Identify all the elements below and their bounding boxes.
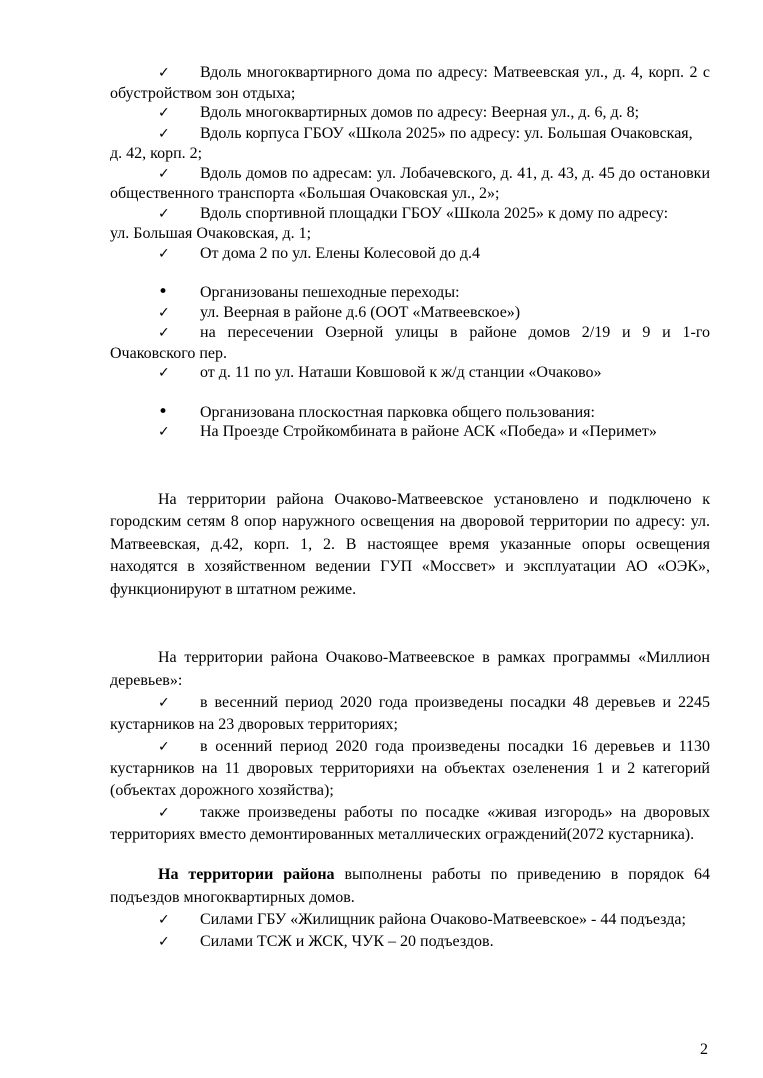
page-number: 2 [700,1041,708,1058]
list-item: ✓ Вдоль многоквартирных домов по адресу: Веерная ул., д. 6, д. 8; [110,103,710,124]
lighting-paragraph: На территории района Очаково-Матвеевское установлено и подключено к городским сетям 8 опор наружного освещения на дворовой территории по адресу: ул. Матвеевская, д.42, корп. 1, 2. В настоящее время указанные опоры освещения находятся в хозяйственном ведении ГУП «Моссвет» и эксплуатации АО «ОЭК», функционируют в штатном режиме. [110,490,710,598]
entrances-intro [110,864,710,909]
list-item-continuation: ул. Большая Очаковская, д. 1; [110,225,312,242]
list-item: ✓ Вдоль спортивной площадки ГБОУ «Школа 2025» к дому по адресу: [110,204,710,225]
list-item: ✓ в осенний период 2020 года произведены посадки 16 деревьев и 1130 кустарников на 11 дворовых территорияхи на объектах озеленения 1 и 2 категорий (объектах дорожного хозяйства); [110,736,710,802]
list-item: ✓ Вдоль корпуса ГБОУ «Школа 2025» по адресу: ул. Большая Очаковская, [110,124,710,145]
crossings-heading: • Организованы пешеходные переходы: [110,283,710,303]
list-item-continuation: д. 42, корп. 2; [110,145,203,162]
list-item: ✓ от д. 11 по ул. Наташи Ковшовой к ж/д станции «Очаково» [110,363,710,384]
list-item: ✓ Вдоль домов по адресам: ул. Лобачевского, д. 41, д. 43, д. 45 до остановки общественного транспорта «Большая Очаковская ул., 2»; [110,164,710,204]
list-item: ✓ От дома 2 по ул. Елены Колесовой до д.4 [110,244,710,265]
page-content [110,63,710,953]
trees-intro: На территории района Очаково-Матвеевское в рамках программы «Миллион деревьев»: [110,649,710,689]
list-item: ✓ также произведены работы по посадке «живая изгородь» на дворовых территориях вместо демонтированных металлических ограждений(2072 кустарника). [110,802,710,846]
list-item: ✓ Силами ГБУ «Жилищник района Очаково-Матвеевское» - 44 подъезда; [110,909,710,931]
list-item: ✓ Силами ТСЖ и ЖСК, ЧУК – 20 подъездов. [110,931,710,953]
entrances-intro-bold: На территории района [158,866,335,883]
list-item: ✓ На Проезде Стройкомбината в районе АСК «Победа» и «Перимет» [110,422,710,443]
list-item: ✓ на пересечении Озерной улицы в районе домов 2/19 и 9 и 1-го Очаковского пер. [110,323,710,363]
list-item: ✓ ул. Веерная в районе д.6 (ООТ «Матвеевское») [110,303,710,324]
list-item: ✓ в весенний период 2020 года произведены посадки 48 деревьев и 2245 кустарников на 23 дворовых территориях; [110,692,710,736]
list-item: ✓ Вдоль многоквартирного дома по адресу: Матвеевская ул., д. 4, корп. 2 с обустройством зон отдыха; [110,63,710,103]
entrances-intro-text: выполнены работы по приведению в порядок 64 подъездов многоквартирных домов. [110,866,710,906]
parking-heading: • Организована плоскостная парковка общего пользования: [110,403,710,423]
